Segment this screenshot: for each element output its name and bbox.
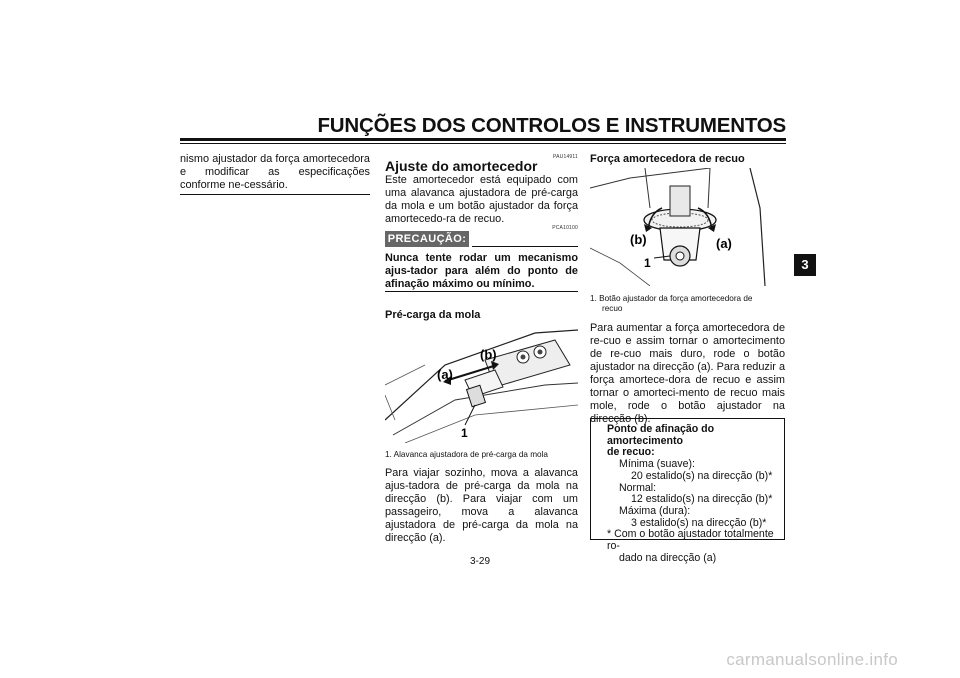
spec-min-value: 20 estalido(s) na direcção (b)* [631, 469, 773, 482]
section-divider [180, 194, 370, 195]
preload-lever-figure [385, 325, 578, 443]
label-1: 1 [644, 256, 651, 270]
rebound-knob-figure [590, 168, 785, 286]
preload-heading-wrap [385, 309, 578, 321]
section-code: PAU14911 [552, 154, 578, 160]
rebound-caption-line1: 1. Botão ajustador da força amortecedora de [590, 294, 753, 303]
spec-title-2: de recuo: [607, 446, 655, 459]
spec-min-label: Mínima (suave): [619, 458, 695, 471]
column-1 [180, 153, 370, 192]
rebound-heading: Força amortecedora de recuo [590, 153, 745, 165]
spec-note-1: * Com o botão ajustador totalmente ro- [607, 528, 774, 553]
preload-caption-wrap [385, 450, 578, 460]
rebound-body-wrap [590, 322, 785, 426]
rebound-caption-line2: recuo [602, 304, 623, 313]
section-heading-wrap [385, 158, 578, 174]
header-rule [180, 138, 786, 141]
page-number: 3-29 [469, 556, 490, 567]
preload-body: Para viajar sozinho, mova a alavanca ajus-tadora de pré-carga da mola na direcção (b). Para viajar com um passageiro, mova a alavanca ajustadora de pré-carga da mola na direcção (a). [385, 467, 578, 544]
page-title: FUNÇÕES DOS CONTROLOS E INSTRUMENTOS [317, 114, 786, 137]
spec-normal-value: 12 estalido(s) na direcção (b)* [631, 493, 773, 506]
intro-block [385, 174, 578, 226]
rebound-heading-wrap [590, 153, 785, 165]
continued-text: nismo ajustador da força amortecedora e modificar as especificações conforme ne-cessário. [180, 153, 370, 191]
spec-box [590, 418, 785, 564]
rebound-body: Para aumentar a força amortecedora de re-cuo e assim tornar o amortecimento de re-cuo mais duro, rode o botão ajustador na direcção (a). Para reduzir a força amortece-dora de recuo e assim tornar o amorteci-mento de recuo mais mole, rode o botão ajustador na direcção (b). [590, 322, 785, 425]
label-b: (b) [480, 347, 497, 362]
preload-caption: 1. Alavanca ajustadora de pré-carga da mola [385, 450, 548, 459]
caution-code: PCA10100 [552, 225, 578, 231]
preload-body-wrap [385, 467, 578, 545]
caution-end-rule [385, 291, 578, 292]
spec-max-label: Máxima (dura): [619, 504, 691, 517]
spec-normal-label: Normal: [619, 481, 657, 494]
header-rule-thin [180, 143, 786, 144]
label-1: 1 [461, 426, 468, 440]
label-a: (a) [437, 367, 453, 382]
caution-text: Nunca tente rodar um mecanismo ajus-tador para além do ponto de afinação máximo ou mínimo. [385, 252, 578, 290]
label-a: (a) [716, 236, 732, 251]
spec-note-2: dado na direcção (a) [619, 551, 717, 564]
preload-heading: Pré-carga da mola [385, 309, 481, 321]
chapter-tab: 3 [794, 254, 816, 276]
caution-label: PRECAUÇÃO: [385, 231, 469, 247]
spec-max-value: 3 estalido(s) na direcção (b)* [631, 516, 767, 529]
rebound-caption-wrap [590, 294, 785, 314]
watermark: carmanualsonline.info [726, 650, 898, 669]
label-b: (b) [630, 232, 647, 247]
intro-text: Este amortecedor está equipado com uma alavanca ajustadora de pré-carga da mola e um botão ajustador da força amortecedo-ra de recuo. [385, 174, 578, 225]
section-heading: Ajuste do amortecedor [385, 158, 538, 174]
caution-rule [472, 246, 578, 247]
spec-title-1: Ponto de afinação do amortecimento [607, 423, 715, 447]
